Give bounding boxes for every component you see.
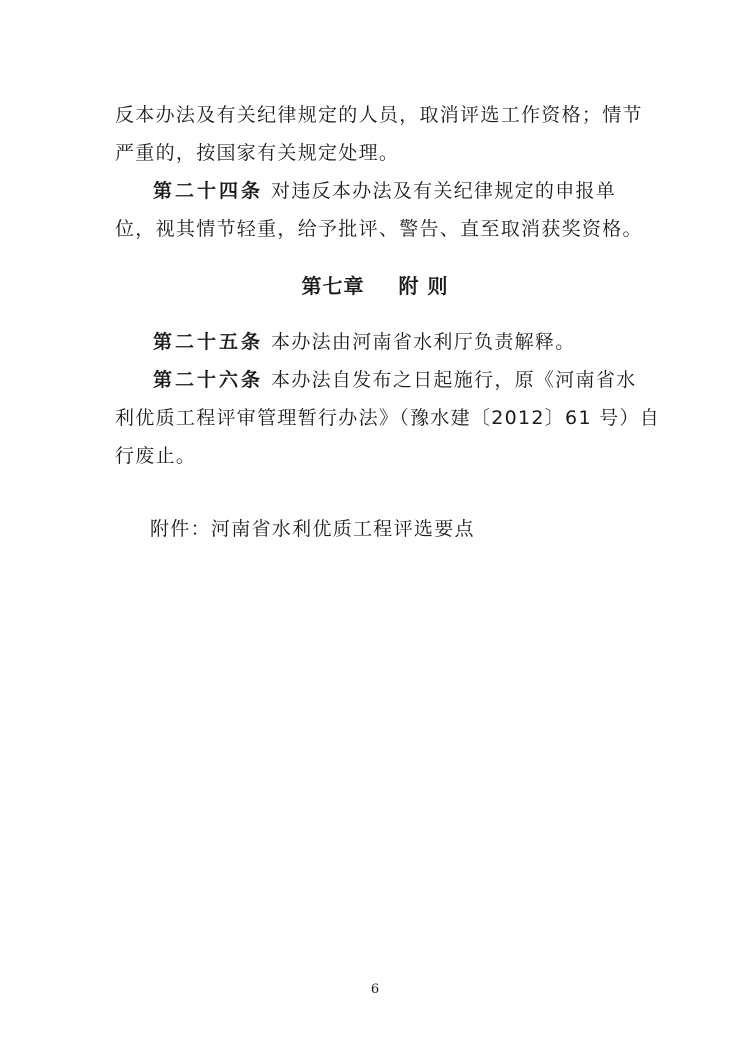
chapter-number: 第七章 xyxy=(301,274,365,298)
attachment-note: 附件：河南省水利优质工程评选要点 xyxy=(150,518,475,540)
article-26-line-2: 利优质工程评审管理暂行办法》（豫水建〔2012〕61 号）自 xyxy=(115,407,661,429)
page-number: 6 xyxy=(370,982,380,997)
article-26-line-1 xyxy=(115,361,635,399)
section-articles-25-26 xyxy=(115,323,661,475)
article-24-number: 第二十四条 xyxy=(153,180,264,202)
article-25-text: 本办法由河南省水利厅负责解释。 xyxy=(271,331,576,353)
chapter-heading xyxy=(0,270,750,299)
paragraph-line: 严重的，按国家有关规定处理。 xyxy=(115,142,400,164)
article-26-text: 本办法自发布之日起施行，原《河南省水 xyxy=(271,369,637,391)
article-26-number: 第二十六条 xyxy=(153,369,264,391)
article-26-line-3: 行废止。 xyxy=(115,445,197,467)
article-25-number: 第二十五条 xyxy=(153,331,264,353)
chapter-title: 附 则 xyxy=(398,274,449,298)
article-24-line-1 xyxy=(115,172,635,210)
paragraph-line: 反本办法及有关纪律规定的人员，取消评选工作资格；情节 xyxy=(115,104,643,126)
article-25-line-1 xyxy=(115,323,635,361)
section-article-23-end xyxy=(115,96,643,248)
article-24-line-2: 位，视其情节轻重，给予批评、警告、直至取消获奖资格。 xyxy=(115,218,643,240)
article-24-text: 对违反本办法及有关纪律规定的申报单 xyxy=(271,180,617,202)
